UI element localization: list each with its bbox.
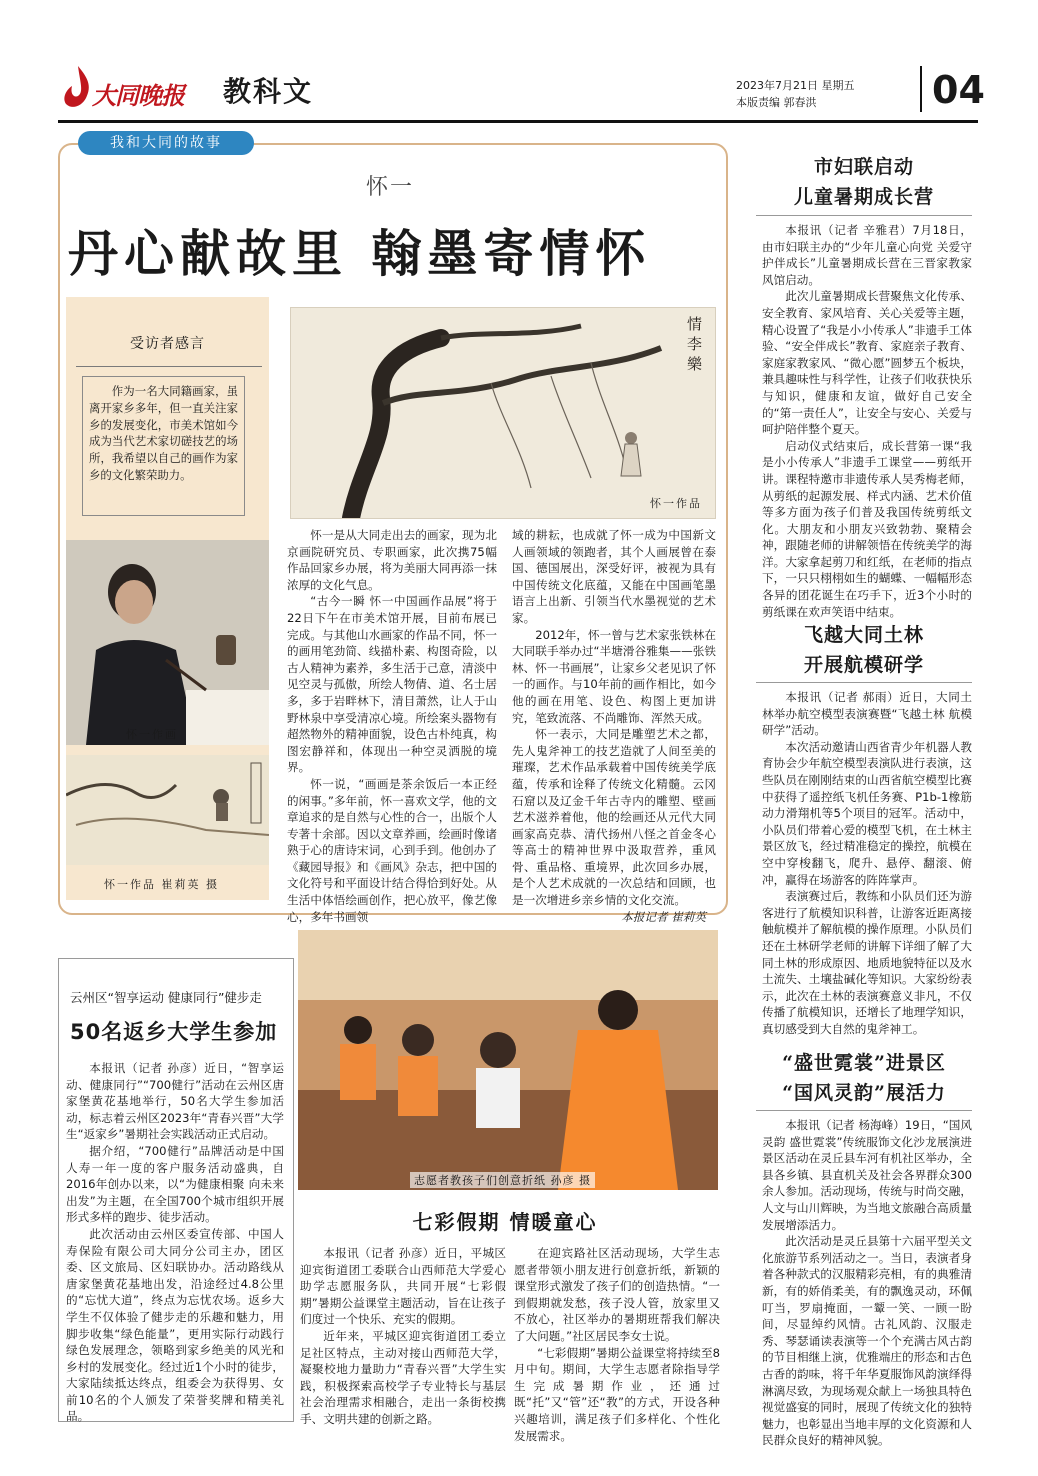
paragraph: 表演赛过后，教练和小队员们还为游客进行了航模知识科普，让游客近距离接触航模并了解航模的操作原理。小队员们还在土林研学老师的讲解下详细了解了大同土林的形成原因、地质地貌特征以及水土流失、土壤盐碱化等知识。大家纷纷表示，此次在土林的表演赛意义非凡，不仅传播了航模知识，还增长了地理学知识，真切感受到大自然的鬼斧神工。 <box>762 889 972 1036</box>
feature-body-col2 <box>512 527 716 925</box>
artwork-photo <box>66 755 269 865</box>
sidebar-title: 受访者感言 <box>130 336 205 352</box>
paragraph: 本报讯（记者 杨海峰）19日，“国风灵韵 盛世霓裳”传统服饰文化沙龙展演进景区活动在灵丘县车河有机社区举办，全县各乡镇、县直机关及社会各界群众300余人参加。活动现场，传统与时尚交融，人文与山川辉映，为当地文旅融合高质量发展增添活力。 <box>762 1118 972 1232</box>
interviewee-quote: 作为一名大同籍画家，虽离开家乡多年，但一直关注家乡的发展变化，市美术馆如今成为当代艺术家切磋技艺的场所，我希望以自己的画作为家乡的文化繁荣助力。 <box>82 376 245 516</box>
walk-title: 50名返乡大学生参加 <box>70 1020 278 1044</box>
featured-painting <box>290 307 716 519</box>
article2-title: 飞越大同土林 开展航模研学 <box>803 624 924 676</box>
paragraph: 据介绍，“700健行”品牌活动是中国人寿一年一度的客户服务活动盛典，自2016年创办以来，以“为健康相聚 向未来出发”为主题，在全国700个城市组织开展形式多样的跑步、徒步活动。 <box>66 1143 284 1225</box>
painting-caption: 怀一作品 <box>650 497 702 510</box>
paragraph: 本报讯（记者 孙彦）近日，平城区迎宾街道团工委联合山西师范大学爱心助学志愿服务队，共同开展“七彩假期”暑期公益课堂主题活动，旨在让孩子们度过一个快乐、充实的假期。 <box>300 1246 506 1327</box>
painting-inscription: 情 李 樂 <box>687 315 703 373</box>
artist-portrait-illustration <box>66 540 269 745</box>
paragraph: 在迎宾路社区活动现场，大学生志愿者带领小朋友进行创意折纸，新颖的课堂形式激发了孩子们的创造热情。“一到假期就发愁，孩子没人管，放家里又不放心，社区举办的暑期班帮我们解决了大问题。”社区居民李女士说。 <box>514 1246 720 1343</box>
section-name: 教科文 <box>223 75 314 108</box>
paragraph: 本报讯（记者 郝雨）近日，大同土林举办航空模型表演赛暨“飞越土林 航模研学”活动。 <box>762 690 972 738</box>
paragraph: 本次活动邀请山西省青少年机器人教育协会少年航空模型表演队进行表演，这些队员在刚刚结束的山西省航空模型比赛中获得了遥控纸飞机任务赛、P1b-1橡筋动力滑翔机等5个项目的冠军。活动中，小队员们带着心爱的模型飞机，在土林主景区放飞，经过精准稳定的操控，航模在空中穿梭翻飞，爬升、悬停、翻滚、俯冲，赢得在场游客的阵阵掌声。 <box>762 739 972 887</box>
masthead-logo <box>58 60 188 120</box>
article3-title: “盛世霓裳”进景区 “国风灵韵”展活力 <box>782 1052 946 1104</box>
feature-headline: 丹心献故里 翰墨寄情怀 <box>68 225 652 283</box>
paragraph: 本报讯（记者 孙彦）近日，“智享运动、健康同行”“700健行”活动在云州区唐家堡黄花基地举行，50名大学生参加活动，标志着云州区2023年“青春兴晋”大学生“返家乡”暑期社会实践活动正式启动。 <box>66 1061 284 1142</box>
header-divider <box>920 66 922 112</box>
issue-date: 2023年7月21日 星期五 <box>736 79 855 92</box>
page-number: 04 <box>932 68 985 112</box>
origami-class-photo <box>298 930 718 1190</box>
article2-rule <box>756 682 972 683</box>
article2-body <box>762 689 972 1037</box>
paragraph: 此次活动由云州区委宣传部、中国人寿保险有限公司大同分公司主办，团区委、区文旅局、区妇联协办。活动路线从唐家堡黄花基地出发，沿途经过4.8公里的“忘忧大道”，终点为忘忧农场。返乡大学生不仅体验了健步走的乐趣和魅力，用脚步收集“绿色能量”，更用实际行动践行绿色发展理念，领略到家乡绝美的风光和乡村的发展变化。经过近1个小时的徒步，大家陆续抵达终点，组委会为获得男、女前10名的个人颁发了荣誉奖牌和精美礼品。 <box>66 1226 284 1424</box>
article1-rule <box>756 215 972 216</box>
walk-body <box>66 1060 284 1425</box>
paragraph: 怀一是从大同走出去的画家，现为北京画院研究员、专职画家，此次携75幅作品回家乡办展，将为美丽大同再添一抹浓厚的文化气息。 <box>287 528 497 592</box>
origami-photo-caption: 志愿者教孩子们创意折纸 孙彦 摄 <box>410 1172 595 1188</box>
article3-body <box>762 1117 972 1449</box>
article3-rule <box>756 1110 972 1111</box>
header-rule <box>58 120 978 123</box>
paragraph: 怀一表示，大同是雕塑艺术之都，先人鬼斧神工的技艺造就了人间至美的璀璨，艺术作品承载着中国传统美学底蕴，传承和诠释了传统文化精髓。云冈石窟以及辽金千年古寺内的雕塑、壁画艺术滋养着他，他的绘画还从元代大同画家高克恭、清代扬州八怪之首金冬心等高士的精神世界中汲取营养，重风骨、重品格、重境界，此次回乡办展，是个人艺术成就的一次总结和回顾，也是一次增进乡亲乡情的文化交流。 <box>512 727 716 908</box>
paragraph: 此次活动是灵丘县第十六届平型关文化旅游节系列活动之一。当日，表演者身着各种款式的汉服精彩亮相，有的典雅清新，有的娇俏柔美，有的飘逸灵动，环佩叮当，罗扇掩面，一颦一笑、一顾一盼间，尽显绰约风情。古礼风韵、汉服走秀、琴瑟诵读表演等一个个充满古风古韵的节目相继上演，优雅端庄的形态和古色古香的韵味，将千年华夏服饰风韵演绎得淋漓尽致，为现场观众献上一场独具特色视觉盛宴的同时，展现了传统文化的独特魅力，也彰显出当地丰厚的文化资源和人民群众良好的精神风貌。 <box>762 1234 972 1448</box>
paragraph: 此次儿童暑期成长营聚焦文化传承、安全教育、家风培育、关心关爱等主题，精心设置了“我是小小传承人”非遗手工体验、“安全伴成长”教育、家庭亲子教育、家庭家教家风、“微心愿”圆梦五个板块，兼具趣味性与科学性，让孩子们收获快乐与知识，健康和友谊，做好自己安全的“第一责任人”，让安全与安心、关爱与呵护陪伴整个夏天。 <box>762 289 972 437</box>
paragraph: “七彩假期”暑期公益课堂将持续至8月中旬。期间，大学生志愿者除指导学生完成暑期作业，还通过既“托”又“管”还“教”的方式，开设各种兴趣培训，满足孩子们多样化、个性化发展需求。 <box>514 1345 720 1443</box>
masthead-title: 大同晚报 <box>92 81 184 110</box>
tree-painting-illustration <box>291 308 715 518</box>
paragraph: 启动仪式结束后，成长营第一课“我是小小传承人”非遗手工课堂——剪纸开讲。课程特邀市非遗传承人吴秀梅老师，从剪纸的起源发展、样式内涵、艺术价值等多方面为孩子们普及我国传统剪纸文化。大朋友和小朋友兴致勃勃、聚精会神，跟随老师的讲解领悟在传统美学的海洋。大家拿起剪刀和红纸，在老师的指点下，一只只栩栩如生的蝴蝶、一幅幅形态各异的团花诞生在巧手下，近3个小时的剪纸课在欢声笑语中结束。 <box>762 438 972 619</box>
article1-body <box>762 222 972 620</box>
photo1-caption: 怀一作画 <box>126 728 178 741</box>
volunteers-children-illustration <box>298 930 718 1190</box>
article1-title: 市妇联启动 儿童暑期成长营 <box>793 156 934 208</box>
feature-kicker: 怀一 <box>366 175 415 200</box>
origami-body-col1 <box>300 1245 506 1428</box>
artist-painting-photo <box>66 540 269 745</box>
origami-body-col2 <box>514 1245 720 1444</box>
landscape-artwork-illustration <box>66 755 269 865</box>
paragraph: 怀一说，“画画是茶余饭后一本正经的闲事。”多年前，怀一喜欢文学，他的文章追求的是自然与心性的合一，出版个人专著十余部。因以文章养画，绘画时像诸熟于心的唐诗宋词，心到手到。他创办了《藏园导报》和《画风》杂志，把中国的文化符号和平面设计结合得恰到好处。从生活中体悟绘画创作，把心放平，像艺像心，多年书画领 <box>287 776 497 924</box>
issue-info <box>736 77 855 111</box>
paragraph: “古今一瞬 怀一中国画作品展”将于22日下午在市美术馆开展，目前布展已完成。与其他山水画家的作品不同，怀一的画用笔劲简、线描朴素、构图奇险，以古人精神为素养，多生活于己意，清淡中见空灵与孤傲，所绘人物倩、道、名士居多，多于岩畔林下，清目萧然，让人于山野林泉中享受清凉心境。所绘案头器物有超然物外的精神面貌，设色古朴纯真，构图宏静祥和，体现出一种空灵洒脱的境界。 <box>287 594 497 775</box>
origami-title: 七彩假期 情暖童心 <box>412 1210 598 1234</box>
feature-byline: 本报记者 崔莉英 <box>621 909 706 924</box>
photo2-caption: 怀一作品 崔莉英 摄 <box>104 878 219 891</box>
feature-body-col1 <box>287 527 497 925</box>
sidebar-rule <box>76 366 262 367</box>
paragraph: 2012年，怀一曾与艺术家张铁林在大同联手举办过“半塘滑谷雅集——张铁林、怀一书画展”，让家乡父老见识了怀一的画作。与10年前的画作相比，如今他的画在用笔、设色、构图上更加讲究，笔致流落、不尚雕饰、浑然天成。 <box>512 627 716 725</box>
paragraph: 近年来，平城区迎宾街道团工委立足社区特点，主动对接山西师范大学，凝聚校地力量助力“青春兴晋”大学生实践，积极探索高校学子专业特长与基层社会治理需求相融合，走出一条街校携手、文明共建的创新之路。 <box>300 1328 506 1426</box>
walk-kicker: 云州区“智享运动 健康同行”健步走 <box>70 990 262 1005</box>
paragraph: 域的耕耘，也成就了怀一成为中国新文人画领域的领跑者，其个人画展曾在泰国、德国展出，深受好评，被视为具有中国传统文化底蕴，又能在中国画笔墨语言上出新、引领当代水墨视觉的艺术家。 <box>512 528 716 625</box>
page-editor: 本版责编 郭春洪 <box>736 96 817 109</box>
column-tag: 我和大同的故事 <box>78 131 254 155</box>
paragraph: 本报讯（记者 辛雅君）7月18日，由市妇联主办的“少年儿童心向党 关爱守护伴成长”儿童暑期成长营在三晋家教家风馆启动。 <box>762 223 972 287</box>
